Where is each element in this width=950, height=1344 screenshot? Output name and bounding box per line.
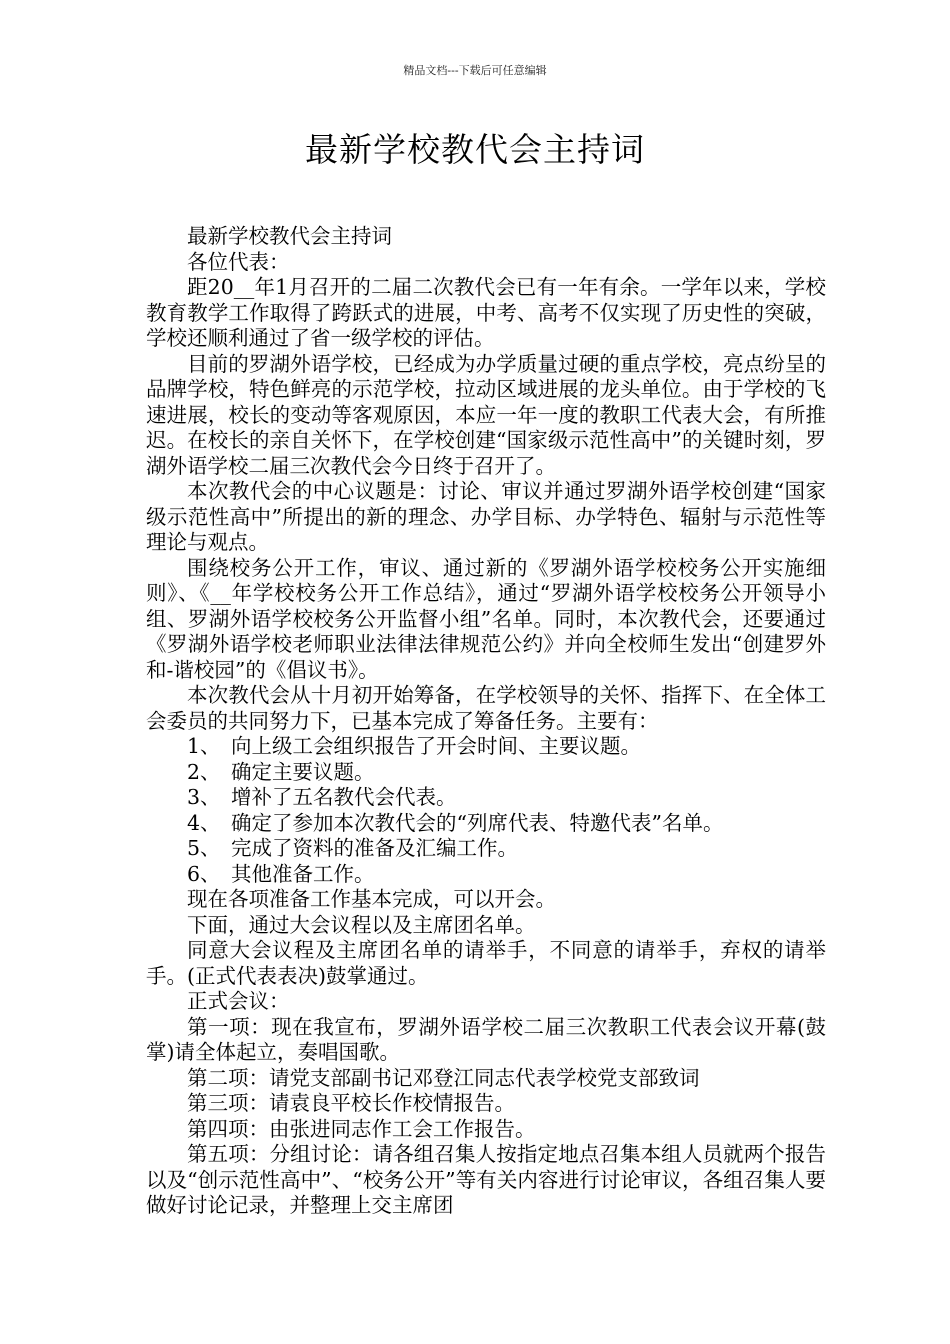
agenda-item: 第五项：分组讨论：请各组召集人按指定地点召集本组人员就两个报告以及“创示范性高中”、“校务公开”等有关内容进行讨论审议，各组召集人要做好讨论记录，并整理上交主席团 xyxy=(146,1142,826,1217)
body-paragraph: 本次教代会从十月初开始筹备，在学校领导的关怀、指挥下、在全体工会委员的共同努力下，已基本完成了筹备任务。主要有： xyxy=(146,683,826,733)
body-paragraph: 现在各项准备工作基本完成，可以开会。 xyxy=(187,887,556,911)
agenda-item: 第一项：现在我宣布，罗湖外语学校二届三次教职工代表会议开幕(鼓掌)请全体起立，奏唱国歌。 xyxy=(146,1014,826,1064)
body-paragraph: 下面，通过大会议程以及主席团名单。 xyxy=(187,912,536,937)
task-list-item xyxy=(146,760,826,786)
body-paragraph: 各位代表： xyxy=(187,249,290,274)
task-list-item xyxy=(146,862,826,888)
task-number: 1、 xyxy=(187,734,221,758)
agenda-item: 第二项：请党支部副书记邓登江同志代表学校党支部致词 xyxy=(187,1065,700,1090)
document-body xyxy=(146,224,826,1219)
task-list-item xyxy=(146,836,826,862)
agenda-item: 第三项：请袁良平校长作校情报告。 xyxy=(187,1091,515,1115)
task-text: 确定主要议题。 xyxy=(231,759,375,784)
task-number: 4、 xyxy=(187,810,221,835)
task-list-item xyxy=(146,785,826,811)
agenda-item: 第四项：由张进同志作工会工作报告。 xyxy=(187,1116,536,1141)
task-number: 6、 xyxy=(187,861,221,886)
section-heading: 正式会议： xyxy=(187,989,290,1013)
body-paragraph: 距20__年1月召开的二届二次教代会已有一年有余。一学年以来，学校教育教学工作取得了跨跃式的进展，中考、高考不仅实现了历史性的突破，学校还顺利通过了省一级学校的评估。 xyxy=(146,275,826,350)
task-number: 5、 xyxy=(187,836,221,860)
document-title: 最新学校教代会主持词 xyxy=(305,130,645,169)
task-list-item xyxy=(146,734,826,760)
body-paragraph: 最新学校教代会主持词 xyxy=(187,224,392,248)
task-text: 确定了参加本次教代会的“列席代表、特邀代表”名单。 xyxy=(231,810,724,835)
body-paragraph: 目前的罗湖外语学校，已经成为办学质量过硬的重点学校，亮点纷呈的品牌学校，特色鲜亮的示范学校，拉动区域进展的龙头单位。由于学校的飞速进展，校长的变动等客观原因，本应一年一度的教职工代表大会，有所推迟。在校长的亲自关怀下，在学校创建“国家级示范性高中”的关键时刻，罗湖外语学校二届三次教代会今日终于召开了。 xyxy=(146,351,826,478)
task-number: 3、 xyxy=(187,785,221,809)
header-note: 精品文档---下载后可任意编辑 xyxy=(403,64,547,77)
task-list-item xyxy=(146,811,826,837)
task-text: 增补了五名教代会代表。 xyxy=(231,785,457,809)
task-number: 2、 xyxy=(187,759,221,784)
task-text: 向上级工会组织报告了开会时间、主要议题。 xyxy=(231,734,641,758)
body-paragraph: 同意大会议程及主席团名单的请举手，不同意的请举手，弃权的请举手。(正式代表表决)鼓掌通过。 xyxy=(146,938,826,988)
task-text: 完成了资料的准备及汇编工作。 xyxy=(231,836,518,860)
body-paragraph: 本次教代会的中心议题是：讨论、审议并通过罗湖外语学校创建“国家级示范性高中”所提出的新的理念、办学目标、办学特色、辐射与示范性等理论与观点。 xyxy=(146,479,826,554)
task-text: 其他准备工作。 xyxy=(231,861,375,886)
body-paragraph: 围绕校务公开工作，审议、通过新的《罗湖外语学校校务公开实施细则》、《__年学校校务公开工作总结》，通过“罗湖外语学校校务公开领导小组、罗湖外语学校校务公开监督小组”名单。同时，本次教代会，还要通过《罗湖外语学校老师职业法律法律规范公约》并向全校师生发出“创建罗外和-谐校园”的《倡议书》。 xyxy=(146,555,826,682)
